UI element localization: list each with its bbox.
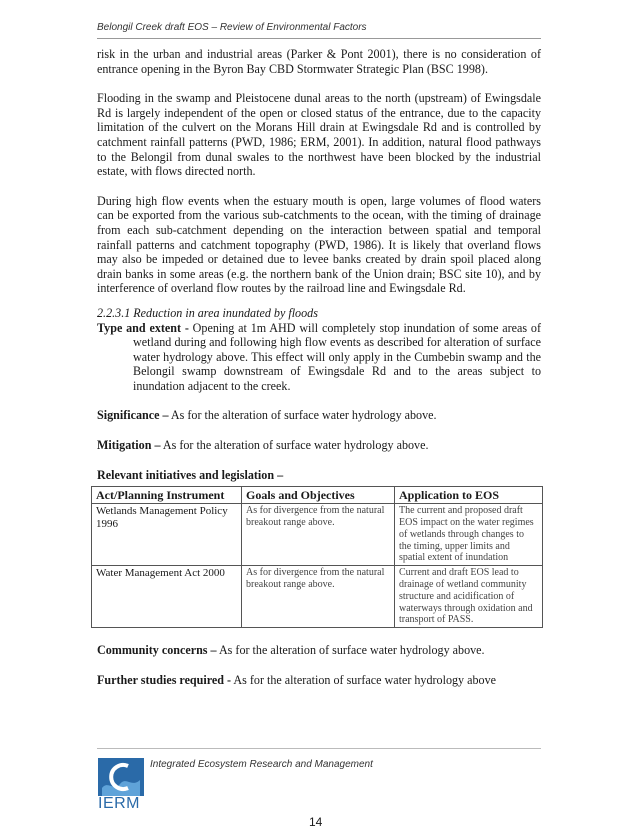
paragraph-1: risk in the urban and industrial areas (Parker & Pont 2001), there is no consideration of entrance opening in the Byron Bay CBD Stormwater Strategic Plan (BSC 1998). — [97, 47, 541, 76]
footer-rule — [97, 748, 541, 749]
table-header: Goals and Objectives — [242, 487, 395, 504]
mitigation-text: As for the alteration of surface water hydrology above. — [160, 438, 429, 453]
significance-paragraph — [97, 408, 541, 423]
table-cell: As for divergence from the natural breakout range above. — [242, 504, 395, 566]
ierm-logo-icon — [98, 758, 144, 796]
table-cell: Water Management Act 2000 — [92, 566, 242, 628]
relevant-heading: Relevant initiatives and legislation – — [97, 467, 284, 482]
table-cell: As for divergence from the natural breakout range above. — [242, 566, 395, 628]
table-cell: Current and draft EOS lead to drainage of wetland community structure and acidification of waterways through oxidation and transport of PASS. — [395, 566, 543, 628]
significance-label: Significance – — [97, 408, 169, 423]
table-header: Act/Planning Instrument — [92, 487, 242, 504]
table-cell: The current and proposed draft EOS impact on the water regimes of wetlands through changes to the timing, upper limits and spatial extent of inundation — [395, 504, 543, 566]
logo-text: IERM — [98, 795, 140, 812]
further-text: As for the alteration of surface water hydrology above — [231, 672, 497, 687]
paragraph-3: During high flow events when the estuary mouth is open, large volumes of flood waters can be exported from the various sub-catchments to the ocean, with the timing of drainage from each sub-catchment depending on the interaction between spatial and temporal rainfall patterns and catchment topography (PWD, 1986). It is likely that overland flows may also be impeded or detained due to levee banks created by drain spoil placed along drain banks in some areas (e.g. the northern bank of the Union drain; BSC site 10), and by interference of overland flow routes by the railroad line and Ewingsdale Rd. — [97, 193, 541, 296]
table-cell: Wetlands Management Policy 1996 — [92, 504, 242, 566]
type-extent-text: Opening at 1m AHD will completely stop inundation of some areas of wetland during and following high flow events as described for alteration of surface water hydrology above. This effect will only apply in the Cumbebin swamp and the Belongil swamp downstream of Ewingsdale Rd and to the areas subject to inundation adjacent to the creek. — [133, 320, 542, 393]
type-extent-paragraph — [97, 321, 541, 394]
further-paragraph — [97, 673, 541, 688]
table-row — [92, 566, 543, 628]
mitigation-label: Mitigation – — [97, 438, 161, 453]
running-header: Belongil Creek draft EOS – Review of Environmental Factors — [97, 22, 367, 33]
footer-org: Integrated Ecosystem Research and Management — [150, 759, 373, 770]
community-text: As for the alteration of surface water hydrology above. — [216, 643, 485, 658]
header-rule — [97, 38, 541, 39]
subsection-heading: 2.2.3.1 Reduction in area inundated by floods — [97, 305, 318, 320]
mitigation-paragraph — [97, 438, 541, 453]
further-label: Further studies required - — [97, 672, 232, 687]
community-label: Community concerns – — [97, 643, 217, 658]
community-paragraph — [97, 643, 541, 658]
table-header-row — [92, 487, 543, 504]
page-body — [97, 47, 541, 687]
significance-text: As for the alteration of surface water hydrology above. — [168, 408, 437, 423]
page-number: 14 — [309, 815, 323, 829]
legislation-table — [91, 486, 543, 628]
table-header: Application to EOS — [395, 487, 543, 504]
paragraph-2: Flooding in the swamp and Pleistocene dunal areas to the north (upstream) of Ewingsdale Rd is largely independent of the open or closed status of the entrance, due to the capacity limitation of the culvert on the Morans Hill drain at Ewingsdale Rd and is controlled by catchment rainfall patterns (PWD, 1986; ERM, 2001). In addition, natural flood pathways to the Belongil from dunal swales to the northwest have been blocked by the industrial estate, with flows directed north. — [97, 91, 541, 179]
type-extent-label: Type and extent - — [97, 320, 189, 335]
table-row — [92, 504, 543, 566]
